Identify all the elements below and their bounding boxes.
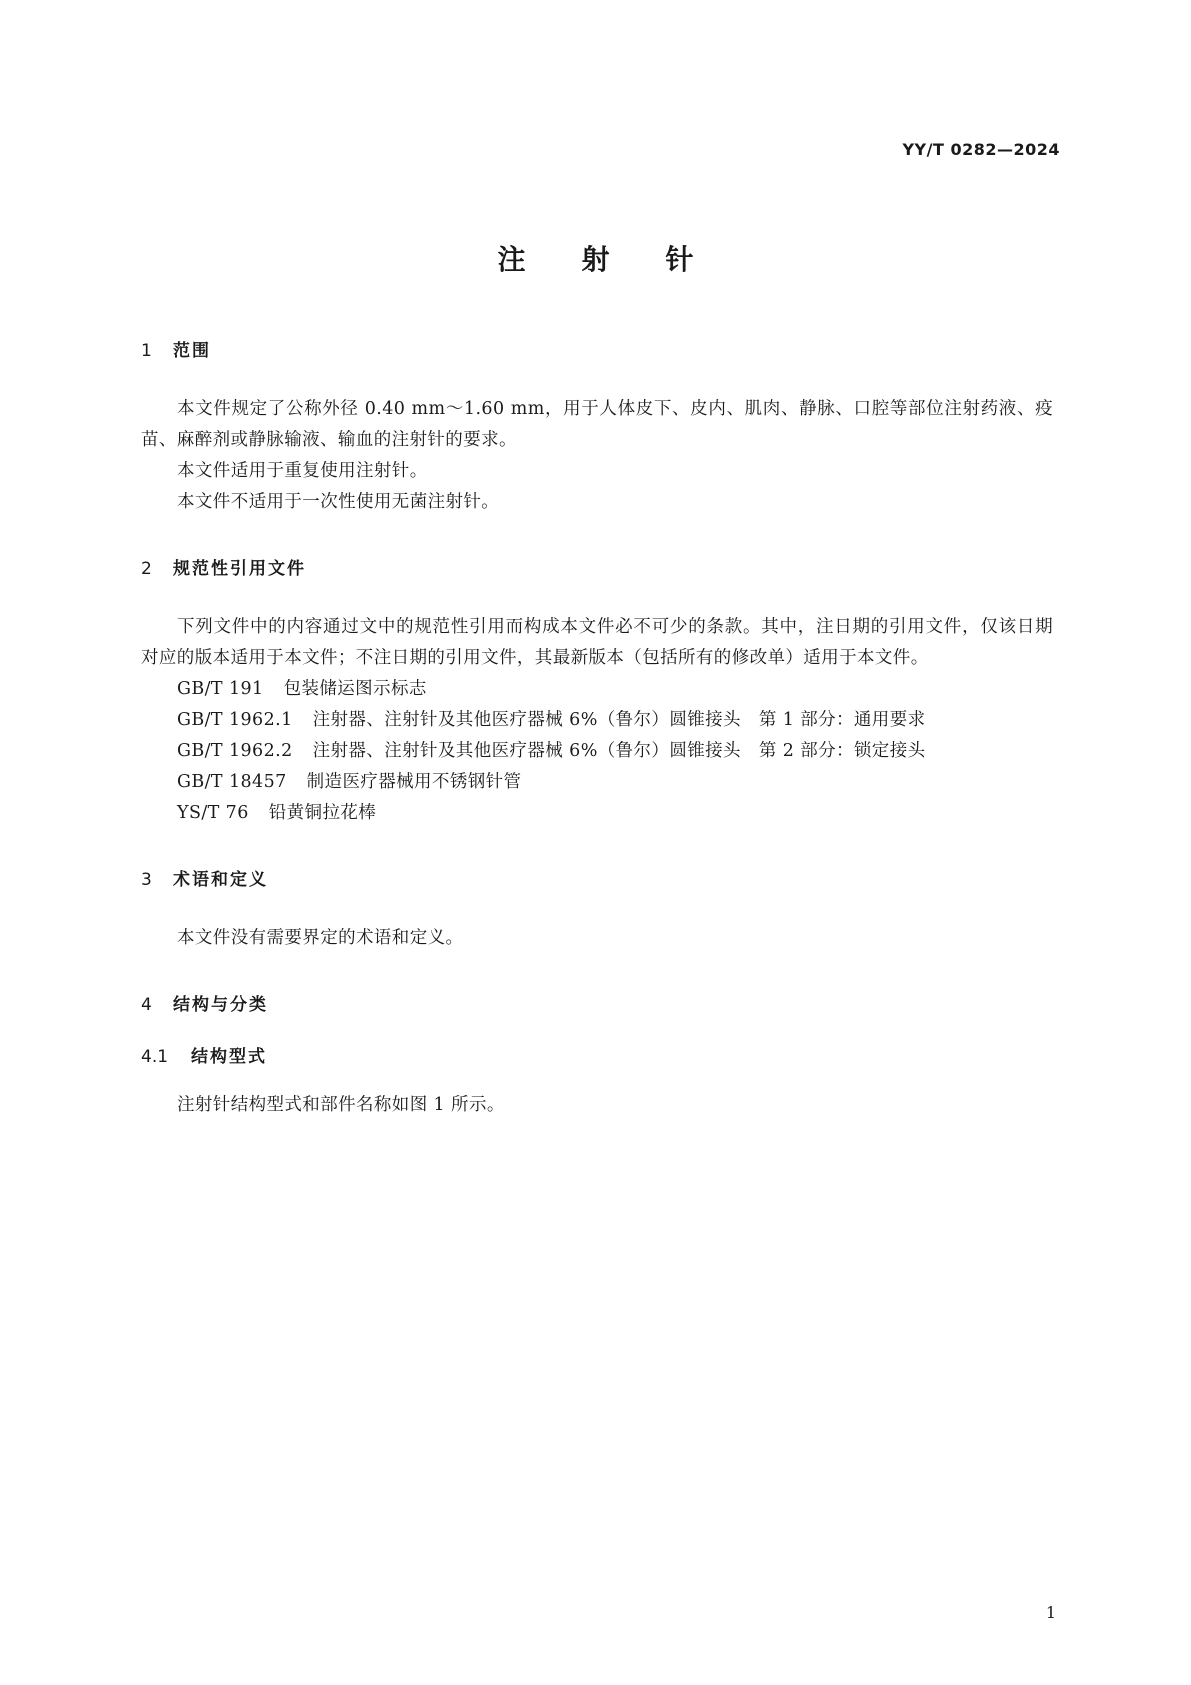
- reference-code: YS/T 76: [177, 803, 249, 823]
- section-number: 2: [141, 559, 152, 579]
- section-title: 规范性引用文件: [173, 559, 306, 579]
- document-body: [141, 340, 1053, 1121]
- subsection-title: 结构型式: [191, 1047, 267, 1067]
- section-heading-terms: [141, 869, 1053, 891]
- terms-paragraph: 本文件没有需要界定的术语和定义。: [177, 928, 464, 948]
- section-heading-structure: [141, 994, 1053, 1016]
- scope-paragraph: 本文件适用于重复使用注射针。: [177, 461, 428, 481]
- scope-paragraph: 本文件不适用于一次性使用无菌注射针。: [177, 492, 500, 512]
- section-title: 范围: [173, 341, 211, 361]
- section-number: 3: [141, 870, 152, 890]
- section-title: 结构与分类: [173, 995, 268, 1015]
- structure-paragraph: 注射针结构型式和部件名称如图 1 所示。: [177, 1095, 505, 1115]
- reference-code: GB/T 1962.2: [177, 741, 293, 761]
- section-heading-scope: [141, 340, 1053, 362]
- reference-item: [141, 674, 1053, 705]
- reference-item: [141, 767, 1053, 798]
- subsection-heading-structure-type: [141, 1046, 1053, 1068]
- reference-code: GB/T 1962.1: [177, 710, 293, 730]
- standard-code: YY/T 0282—2024: [902, 140, 1060, 159]
- references-intro: 下列文件中的内容通过文中的规范性引用而构成本文件必不可少的条款。其中，注日期的引用文件，仅该日期对应的版本适用于本文件；不注日期的引用文件，其最新版本（包括所有的修改单）适用于本文件。: [141, 617, 1053, 668]
- reference-code: GB/T 191: [177, 679, 264, 699]
- section-number: 4: [141, 995, 152, 1015]
- reference-item: [141, 705, 1053, 736]
- subsection-number: 4.1: [141, 1047, 169, 1067]
- reference-title: 注射器、注射针及其他医疗器械 6%（鲁尔）圆锥接头 第 1 部分：通用要求: [312, 710, 926, 730]
- page-title: 注射针: [497, 243, 750, 276]
- reference-title: 注射器、注射针及其他医疗器械 6%（鲁尔）圆锥接头 第 2 部分：锁定接头: [312, 741, 926, 761]
- reference-title: 包装储运图示标志: [283, 679, 427, 699]
- scope-paragraph: 本文件规定了公称外径 0.40 mm～1.60 mm，用于人体皮下、皮内、肌肉、静脉、口腔等部位注射药液、疫苗、麻醉剂或静脉输液、输血的注射针的要求。: [141, 399, 1053, 450]
- reference-code: GB/T 18457: [177, 772, 287, 792]
- section-heading-normative-references: [141, 558, 1053, 580]
- reference-title: 制造医疗器械用不锈钢针管: [306, 772, 522, 792]
- reference-item: [141, 736, 1053, 767]
- page-number: 1: [1045, 1603, 1056, 1622]
- reference-item: [141, 798, 1053, 829]
- section-title: 术语和定义: [173, 870, 268, 890]
- section-number: 1: [141, 341, 152, 361]
- reference-title: 铅黄铜拉花棒: [268, 803, 377, 823]
